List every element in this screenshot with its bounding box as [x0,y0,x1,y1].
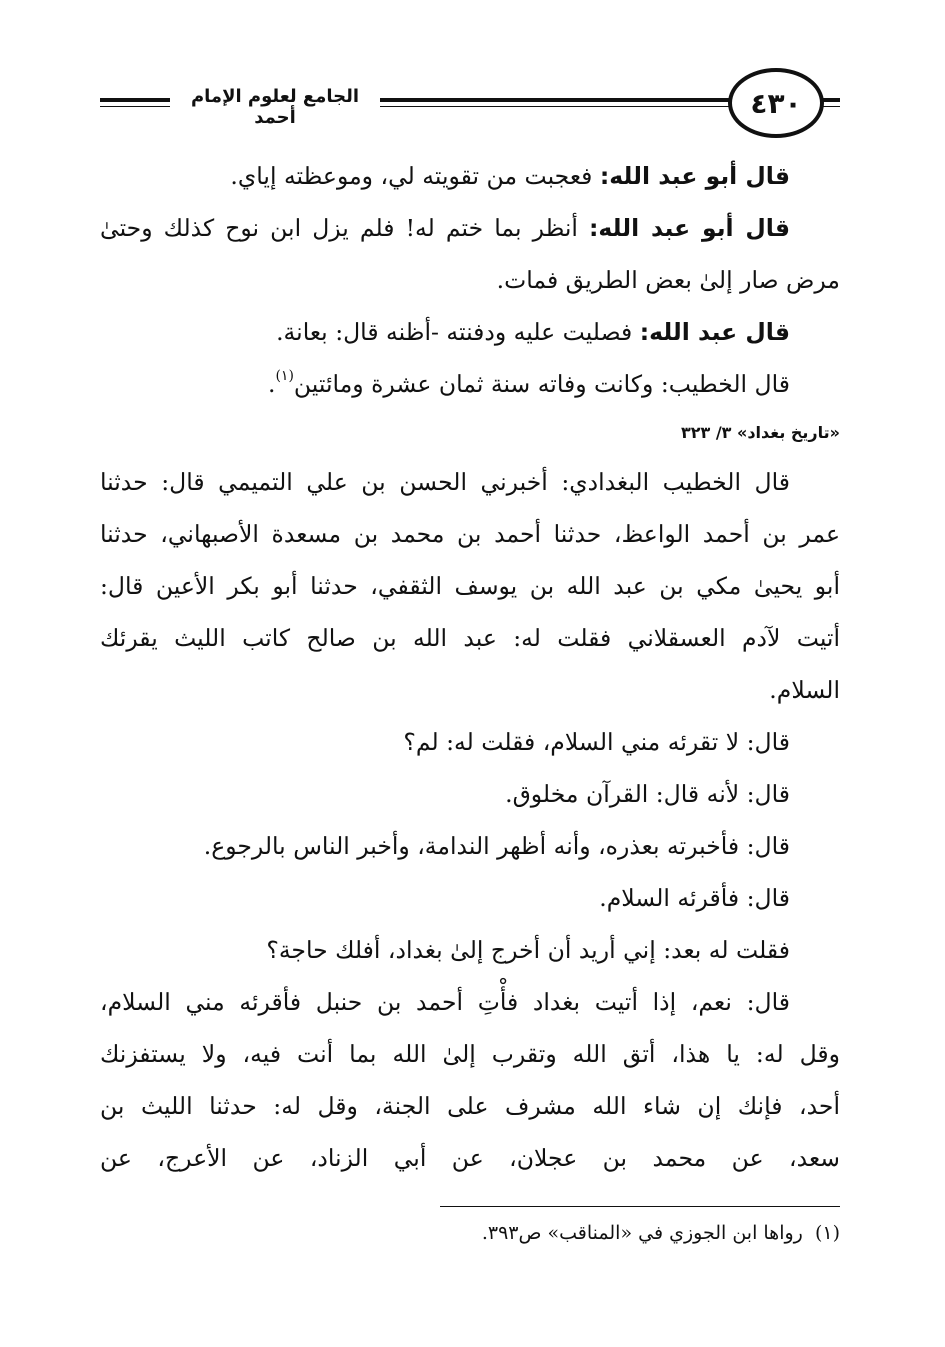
speaker-label: قال أبو عبد الله: [589,214,790,242]
dialogue-line: قال: لأنه قال: القرآن مخلوق. [505,780,790,808]
paragraph-line: مرض صار إلىٰ بعض الطريق فمات. [496,266,840,294]
paragraph-line: أتيت لآدم العسقلاني فقلت له: عبد الله بن صالح كاتب الليث يقرئك [100,624,840,652]
paragraph-line [100,202,840,254]
paragraph-text: قال الخطيب: وكانت وفاته سنة ثمان عشرة ومائتين [293,370,790,398]
paragraph [100,306,840,358]
speaker-label: قال عبد الله: [639,318,790,346]
speaker-label: قال أبو عبد الله: [599,162,790,190]
paragraph-line: قال: نعم، إذا أتيت بغداد فأْتِ أحمد بن حنبل فأقرئه مني السلام، [100,988,790,1016]
paragraph-line: قال الخطيب البغدادي: أخبرني الحسن بن علي التميمي قال: حدثنا [100,468,790,496]
footnote-text: رواها ابن الجوزي في «المناقب» ص٣٩٣. [481,1222,803,1244]
paragraph-line: عمر بن أحمد الواعظ، حدثنا أحمد بن محمد بن مسعدة الأصبهاني، حدثنا [100,520,840,548]
page-number: ٤٣٠ [728,68,824,138]
source-reference: «تاريخ بغداد» ٣/ ٣٢٣ [680,423,840,442]
footnote-number: (١) [814,1222,840,1244]
dialogue-line: قال: لا تقرئه مني السلام، فقلت له: لم؟ [403,728,790,756]
paragraph-text: فعجبت من تقويته لي، وموعظته إياي. [230,162,600,190]
paragraph-end: . [267,370,276,398]
page-header [100,66,840,136]
paragraph-line: السلام. [769,676,840,704]
footnote-ref: (١) [275,368,294,384]
footnote [100,1222,840,1244]
dialogue-line: قال: فأقرئه السلام. [599,884,790,912]
paragraph-text: أنظر بما ختم له! فلم يزل ابن نوح كذلك وحتىٰ [100,214,590,242]
paragraph [100,358,840,410]
dialogue-line: فقلت له بعد: إني أريد أن أخرج إلىٰ بغداد، أفلك حاجة؟ [266,936,790,964]
paragraph-text: فصليت عليه ودفنته -أظنه قال: بعانة. [276,318,640,346]
paragraph-line: أحد، فإنك إن شاء الله مشرف على الجنة، وقل له: حدثنا الليث بن [100,1092,840,1120]
paragraph-line: سعد، عن محمد بن عجلان، عن أبي الزناد، عن الأعرج، عن [100,1144,840,1172]
running-title: الجامع لعلوم الإمام أحمد [170,86,380,128]
paragraph-line: أبو يحيىٰ مكي بن عبد الله بن يوسف الثقفي، حدثنا أبو بكر الأعين قال: [100,572,840,600]
paragraph [100,150,840,202]
dialogue-line: قال: فأخبرته بعذره، وأنه أظهر الندامة، وأخبر الناس بالرجوع. [203,832,790,860]
footnote-rule [440,1206,840,1207]
page-body [100,150,840,1184]
paragraph-line: وقل له: يا هذا، أتق الله وتقرب إلىٰ الله بما أنت فيه، ولا يستفزنك [100,1040,840,1068]
